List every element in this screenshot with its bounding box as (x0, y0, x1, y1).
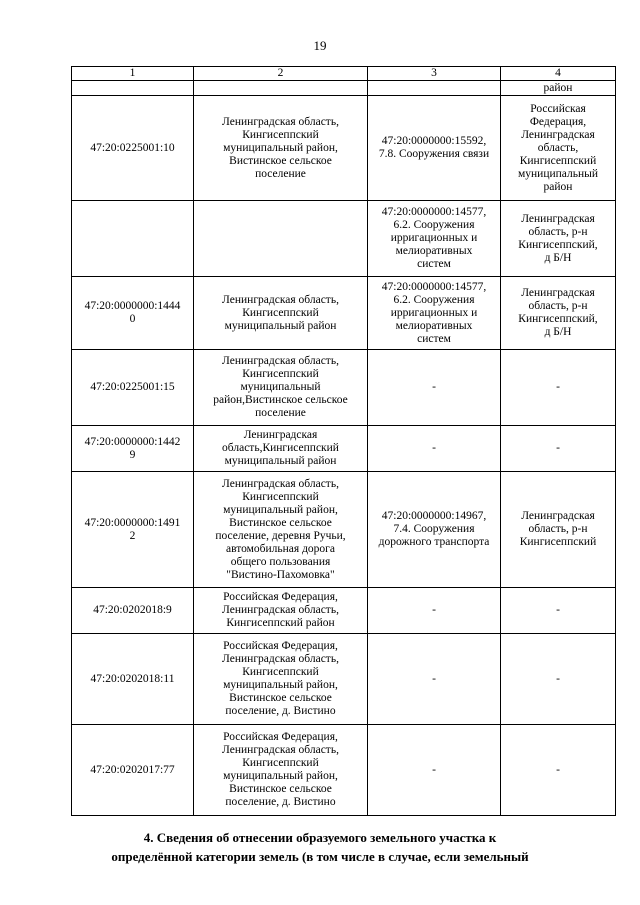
address-cell (194, 81, 368, 96)
address-cell: Российская Федерация, Ленинградская область, Кингисеппский муниципальный район, Вистинское сельское поселение, д. Вистино (194, 634, 368, 725)
cadastral-number-cell (72, 81, 194, 96)
section-heading-line: определённой категории земель (в том числе в случае, если земельный (111, 849, 529, 864)
location-cell: Ленинградская область, р-н Кингисеппский, д Б/Н (501, 277, 616, 350)
table-row (72, 426, 616, 472)
cadastral-number-cell: 47:20:0202018:9 (72, 588, 194, 634)
address-cell: Ленинградская область, Кингисеппский муниципальный район,Вистинское сельское поселение (194, 350, 368, 426)
location-cell: - (501, 588, 616, 634)
object-cell: - (368, 634, 501, 725)
object-cell: - (368, 725, 501, 816)
object-cell: 47:20:0000000:14577, 6.2. Сооружения ирригационных и мелиоративных систем (368, 201, 501, 277)
column-header: 3 (368, 67, 501, 81)
cadastral-number-cell: 47:20:0225001:10 (72, 96, 194, 201)
table-row (72, 588, 616, 634)
table-row (72, 277, 616, 350)
address-cell: Российская Федерация, Ленинградская область, Кингисеппский район (194, 588, 368, 634)
object-cell: 47:20:0000000:14577, 6.2. Сооружения ирригационных и мелиоративных систем (368, 277, 501, 350)
address-cell: Ленинградская область, Кингисеппский муниципальный район, Вистинское сельское поселение (194, 96, 368, 201)
cadastral-number-cell: 47:20:0000000:1444 0 (72, 277, 194, 350)
table-header-row (72, 67, 616, 81)
table-row (72, 350, 616, 426)
table-row (72, 725, 616, 816)
address-cell: Ленинградская область, Кингисеппский муниципальный район (194, 277, 368, 350)
table-row (72, 96, 616, 201)
location-cell: Ленинградская область, р-н Кингисеппский, д Б/Н (501, 201, 616, 277)
location-cell: район (501, 81, 616, 96)
cadastral-number-cell: 47:20:0225001:15 (72, 350, 194, 426)
object-cell: - (368, 588, 501, 634)
cadastral-number-cell (72, 201, 194, 277)
table-row (72, 81, 616, 96)
column-header: 2 (194, 67, 368, 81)
address-cell: Российская Федерация, Ленинградская область, Кингисеппский муниципальный район, Вистинское сельское поселение, д. Вистино (194, 725, 368, 816)
table-row (72, 634, 616, 725)
location-cell: Российская Федерация, Ленинградская область, Кингисеппский муниципальный район (501, 96, 616, 201)
location-cell: Ленинградская область, р-н Кингисеппский (501, 472, 616, 588)
object-cell: 47:20:0000000:14967, 7.4. Сооружения дорожного транспорта (368, 472, 501, 588)
cadastral-number-cell: 47:20:0202017:77 (72, 725, 194, 816)
location-cell: - (501, 634, 616, 725)
object-cell: - (368, 350, 501, 426)
table-row (72, 472, 616, 588)
column-header: 4 (501, 67, 616, 81)
section-heading-line: 4. Сведения об отнесении образуемого земельного участка к (143, 830, 497, 845)
address-cell: Ленинградская область, Кингисеппский муниципальный район, Вистинское сельское поселение, деревня Ручьи, автомобильная дорога общего пользования "Вистино-Пахомовка" (194, 472, 368, 588)
cadastral-number-cell: 47:20:0202018:11 (72, 634, 194, 725)
location-cell: - (501, 350, 616, 426)
column-header: 1 (72, 67, 194, 81)
object-cell: 47:20:0000000:15592, 7.8. Сооружения связи (368, 96, 501, 201)
address-cell (194, 201, 368, 277)
data-table (71, 66, 616, 816)
location-cell: - (501, 725, 616, 816)
location-cell: - (501, 426, 616, 472)
section-heading (0, 828, 640, 866)
address-cell: Ленинградская область,Кингисеппский муниципальный район (194, 426, 368, 472)
cadastral-number-cell: 47:20:0000000:1442 9 (72, 426, 194, 472)
object-cell (368, 81, 501, 96)
object-cell: - (368, 426, 501, 472)
page-number: 19 (313, 38, 327, 53)
table-row (72, 201, 616, 277)
cadastral-number-cell: 47:20:0000000:1491 2 (72, 472, 194, 588)
